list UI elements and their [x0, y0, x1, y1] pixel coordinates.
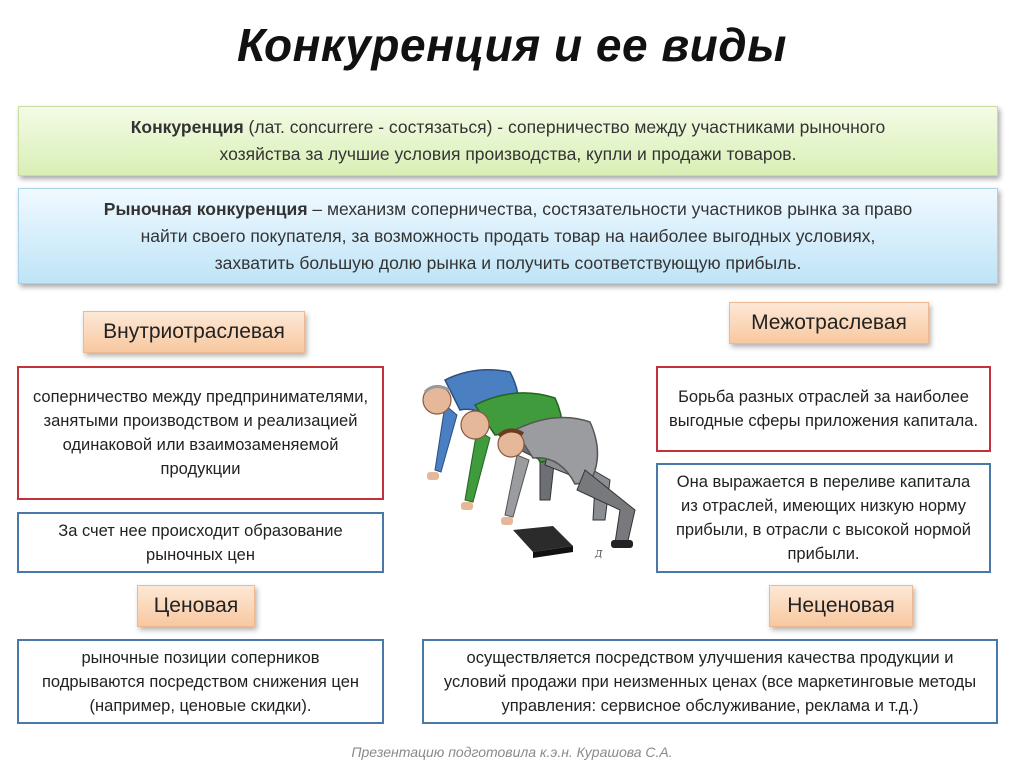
svg-text:Д: Д	[595, 550, 603, 560]
intra-note: За счет нее происходит образование рыночных цен	[17, 512, 384, 573]
definition-text-1: - соперничество между участниками рыночного	[497, 117, 886, 137]
definition-competition	[18, 106, 998, 176]
market-def-line2: найти своего покупателя, за возможность продать товар на наиболее выгодных условиях,	[140, 225, 876, 246]
footer-credit: Презентацию подготовила к.э.н. Курашова С.А.	[351, 744, 673, 760]
term-etymology: (лат. concurrere - состязаться)	[248, 117, 493, 137]
label-intra-industry: Внутриотраслевая	[83, 311, 305, 353]
page-title: Конкуренция и ее виды	[237, 19, 787, 71]
term-market-competition: Рыночная конкуренция	[103, 198, 308, 219]
inter-note: Она выражается в переливе капитала из отраслей, имеющих низкую норму прибыли, в отрасли с высокой нормой прибыли.	[656, 463, 991, 573]
intra-description: соперничество между предпринимателями, занятыми производством и реализацией одинаковой или взаимозаменяемой продукции	[17, 366, 384, 500]
label-price: Ценовая	[137, 585, 255, 627]
market-def-line3: захватить большую долю рынка и получить соответствующую прибыль.	[214, 252, 802, 273]
label-inter-industry: Межотраслевая	[729, 302, 929, 344]
runner-grey	[498, 418, 635, 549]
market-def-line1: – механизм соперничества, состязательности участников рынка за право	[312, 198, 913, 219]
definition-text-2: хозяйства за лучшие условия производства, купли и продажи товаров.	[219, 144, 797, 164]
runners-illustration	[405, 360, 650, 565]
label-non-price: Неценовая	[769, 585, 913, 627]
inter-description: Борьба разных отраслей за наиболее выгодные сферы приложения капитала.	[656, 366, 991, 452]
definition-market-competition	[18, 188, 998, 284]
term-competition: Конкуренция	[130, 117, 244, 137]
non-price-description: осуществляется посредством улучшения качества продукции и условий продажи при неизменных ценах (все маркетинговые методы управления: сервисное обслуживание, реклама и т.д.)	[422, 639, 998, 724]
price-description: рыночные позиции соперников подрываются посредством снижения цен (например, ценовые скидки).	[17, 639, 384, 724]
briefcase-icon	[513, 526, 573, 558]
